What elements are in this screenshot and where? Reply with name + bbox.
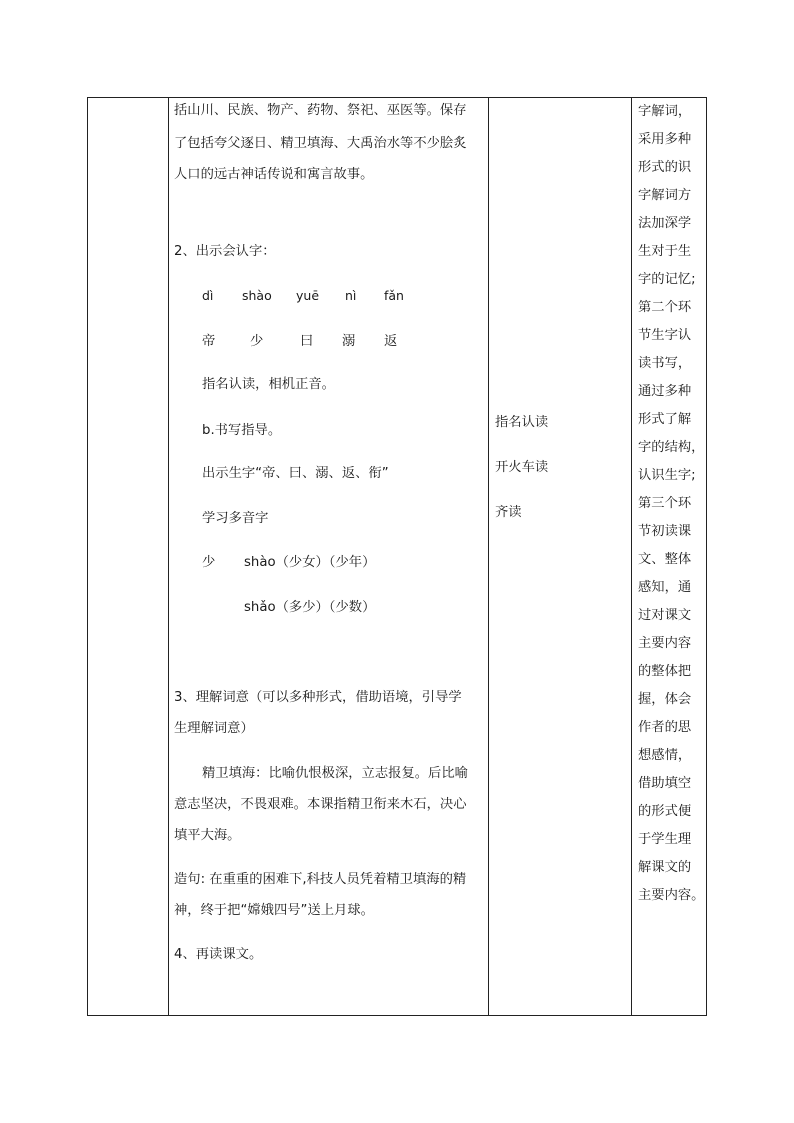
design-note-line: 字的记忆; (638, 272, 696, 287)
example-sentence-line: 造句: 在重重的困难下,科技人员凭着精卫填海的精 (174, 872, 467, 887)
pinyin-shao: shào (242, 288, 272, 303)
column-divider (488, 98, 489, 1015)
show-characters: 出示生字“帝、曰、溺、返、衔” (202, 466, 389, 481)
design-note-line: 字的结构， (638, 440, 705, 455)
design-note-line: 第二个环 (638, 300, 692, 315)
design-note-line: 形式的识 (638, 160, 692, 175)
idiom-explanation-line: 填平大海。 (174, 828, 241, 843)
design-note-line: 于学生理 (638, 832, 692, 847)
char-yue: 曰 (300, 334, 314, 349)
char-shao: 少 (250, 334, 264, 349)
char-di: 帝 (202, 334, 216, 349)
polyphone-title: 学习多音字 (202, 511, 269, 526)
instruction-read: 指名认读，相机正音。 (202, 377, 335, 392)
section-3-line: 生理解词意） (174, 721, 254, 736)
teaching-content-cell (174, 97, 486, 1015)
section-4-title: 4、再读课文。 (174, 947, 263, 962)
example-sentence-line: 神，终于把“嫦娥四号”送上月球。 (174, 903, 374, 918)
design-note-line: 读书写， (638, 356, 692, 371)
design-note-line: 解课文的 (638, 860, 692, 875)
column-divider (631, 98, 632, 1015)
design-note-line: 的形式便 (638, 804, 692, 819)
idiom-explanation-line: 意志坚决，不畏艰难。本课指精卫衔来木石，决心 (174, 797, 467, 812)
design-note-line: 过对课文 (638, 608, 692, 623)
intro-line: 了包括夸父逐日、精卫填海、大禹治水等不少脍炙 (174, 136, 467, 151)
design-note-line: 第三个环 (638, 496, 692, 511)
design-intent-cell (638, 98, 704, 910)
instruction-write: b.书写指导。 (202, 423, 282, 438)
activity-item: 齐读 (495, 505, 522, 520)
pinyin-di: dì (202, 288, 214, 303)
design-note-line: 采用多种 (638, 132, 692, 147)
polyphone-char: 少 (202, 555, 216, 570)
design-note-line: 节生字认 (638, 328, 692, 343)
design-note-line: 的整体把 (638, 664, 692, 679)
design-note-line: 主要内容 (638, 636, 692, 651)
design-note-line: 作者的思 (638, 720, 692, 735)
design-note-line: 字解词， (638, 104, 692, 119)
student-activity-cell (495, 400, 625, 535)
design-note-line: 认识生字; (638, 468, 696, 483)
design-note-line: 生对于生 (638, 244, 692, 259)
design-note-line: 形式了解 (638, 412, 692, 427)
polyphone-reading-2: shǎo（多少）（少数） (244, 600, 376, 615)
pinyin-fan: fǎn (384, 288, 404, 303)
activity-item: 开火车读 (495, 460, 549, 475)
design-note-line: 文、整体 (638, 552, 692, 567)
intro-line: 括山川、民族、物产、药物、祭祀、巫医等。保存 (174, 103, 467, 118)
pinyin-yue: yuē (296, 288, 320, 303)
design-note-line: 字解词方 (638, 188, 692, 203)
design-note-line: 通过多种 (638, 384, 692, 399)
column-divider (168, 98, 169, 1015)
char-fan: 返 (384, 334, 398, 349)
design-note-line: 主要内容。 (638, 888, 705, 903)
design-note-line: 感知，通 (638, 580, 692, 595)
idiom-explanation-line: 精卫填海：比喻仇恨极深，立志报复。后比喻 (202, 766, 468, 781)
design-note-line: 想感情， (638, 748, 692, 763)
pinyin-ni: nì (345, 288, 357, 303)
polyphone-reading-1: shào（少女）（少年） (244, 555, 376, 570)
section-3-line: 3、理解词意（可以多种形式，借助语境，引导学 (174, 690, 462, 705)
char-ni: 溺 (342, 334, 356, 349)
intro-line: 人口的远古神话传说和寓言故事。 (174, 167, 374, 182)
design-note-line: 节初读课 (638, 524, 692, 539)
section-2-title: 2、出示会认字： (174, 244, 276, 259)
design-note-line: 法加深学 (638, 216, 692, 231)
design-note-line: 借助填空 (638, 776, 692, 791)
activity-item: 指名认读 (495, 415, 549, 430)
design-note-line: 握，体会 (638, 692, 692, 707)
